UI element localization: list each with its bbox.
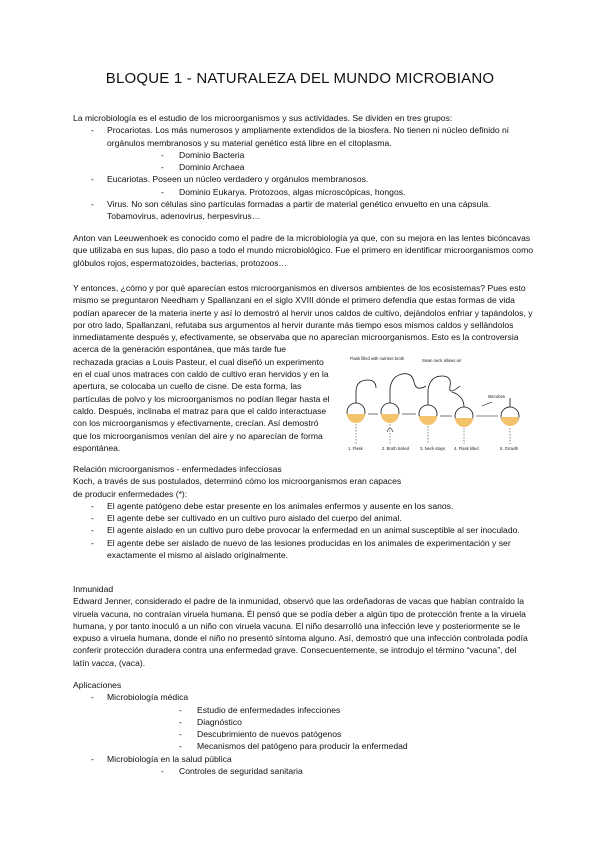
inmunidad-section [73, 583, 533, 669]
koch-section [73, 463, 533, 561]
figure-step-label: 5. Growth [500, 446, 519, 451]
intro-lead: La microbiología es el estudio de los microorganismos y sus actividades. Se dividen en tres grupos: [73, 113, 453, 123]
section-heading: Relación microorganismos - enfermedades infecciosas [73, 464, 282, 474]
list-item: - El agente debe ser aislado de nuevo de las lesiones producidas en los animales de experimentación y ser exactamente el mismo al aislado originalmente. [73, 537, 533, 562]
list-item: - Controles de seguridad sanitaria [107, 765, 533, 777]
figure-label: Swan neck allows air [422, 358, 462, 363]
figure-step-label: 2. Broth boiled [382, 446, 410, 451]
list-item: - Dominio Archaea [107, 161, 533, 173]
list-item: - Dominio Bacteria [107, 149, 533, 161]
pasteur-experiment-figure [342, 352, 532, 472]
list-item: - El agente patógeno debe estar presente en los animales enfermos y ausente en los sanos. [73, 500, 533, 512]
list-item: - Dominio Eukarya. Protozoos, algas microscópicas, hongos. [107, 186, 533, 198]
paragraph-narrow: rechazada gracias a Louis Pasteur, el cual diseñó un experimento en el cual unos matraces con caldo de cultivo eran hervidos y en la apertura, se colocaba un cuello de cisne. De esta forma, las partículas de polvo y los microorganismos no podían llegar hasta el caldo. Después, inclinaba el matraz para que el caldo interactuase con los microorganismos y efectivamente, crecían. Así demostró que los microorganismos venían del aire y no aparecían de forma espontánea. [73, 356, 330, 453]
section-heading: Aplicaciones [73, 680, 122, 690]
list-item: - Eucariotas. Poseen un núcleo verdadero y orgánulos membranosos. - Dominio Eukarya. Protozoos, algas microscópicas, hongos. [73, 173, 533, 198]
leeuwenhoek-paragraph: Anton van Leeuwenhoek es conocido como el padre de la microbiología ya que, con su mejora en las lentes bicóncavas que utilizaba en sus lupas, dio paso a todo el mundo microbiológico. Fue el primero en identificar microorganismos como glóbulos rojos, espermatozoides, bacterias, protozoos… [73, 233, 534, 268]
figure-step-label: 4. Flask tilted [454, 446, 479, 451]
list-item: - Diagnóstico [125, 716, 533, 728]
figure-step-label: 1. Flask [348, 446, 363, 451]
list-item: - Microbiología médica - Estudio de enfermedades infecciones - Diagnóstico - Descubrimiento de nuevos patógenos - Mecanismos del patógeno para producir la enfermedad [73, 691, 533, 752]
list-item: - Procariotas. Los más numerosos y ampliamente extendidos de la biosfera. No tienen ni núcleo definido ni orgánulos membranosos y su material genético está libre en el citoplasma. - Dominio Bacteria - Dominio Archaea [73, 124, 533, 173]
koch-lead: Koch, a través de sus postulados, determinó cómo los microorganismos eran capaces de producir enfermedades (*): [73, 476, 402, 499]
aplicaciones-section [73, 679, 533, 777]
list-item: - Mecanismos del patógeno para producir la enfermedad [125, 740, 533, 752]
list-item: - Descubrimiento de nuevos patógenos [125, 728, 533, 740]
list-item: - Virus. No son células sino partículas formadas a partir de material genético envuelto en una cápsula. Tobamovirus, adenovirus, herpesvirus… [73, 198, 533, 223]
intro-section [73, 112, 533, 223]
section-heading: Inmunidad [73, 584, 114, 594]
page-title: BLOQUE 1 - NATURALEZA DEL MUNDO MICROBIANO [105, 70, 495, 87]
list-item: - El agente aislado en un cultivo puro debe provocar la enfermedad en un animal susceptible al ser inoculado. [73, 524, 533, 536]
list-item: - Microbiología en la salud pública - Controles de seguridad sanitaria [73, 753, 533, 778]
figure-label: Flask filled with nutrient broth [350, 356, 405, 361]
figure-step-label: 3. Neck stays [420, 446, 446, 451]
figure-label: Microbes [488, 394, 505, 399]
list-item: - Estudio de enfermedades infecciones [125, 704, 533, 716]
paragraph-wide: Y entonces, ¿cómo y por qué aparecían estos microorganismos en diversos ambientes de los ecosistemas? Pues esto mismo se preguntaron Needham y Spallanzani en el siglo XVIII dónde el primero defendía que estas formas de vida podían aparecer de la materia inerte y así lo demostró al hervir unos caldos de cultivo, dejándolos enfriar y tapándolos, y por otro lado, Spallanzani, refutaba sus argumentos al hervir durante más tiempo esos mismos caldos y sellándolos inmediatamente después y, efectivamente, se observaba que no aparecían microorganismos. Esto es la controversia acerca de la generación espontánea, que más tarde fue [73, 283, 533, 355]
list-item: - El agente debe ser cultivado en un cultivo puro aislado del cuerpo del animal. [73, 512, 533, 524]
inmunidad-body: Edward Jenner, considerado el padre de la inmunidad, observó que las ordeñadoras de vacas que habían contraído la viruela vacuna, no contraían viruela humana. Él pensó que se podía deber a algún tipo de protección frente a la viruela humana, y por tanto inoculó a un niño con viruela vacuna. El niño desarrolló una infección leve y posteriormente se le expuso a viruela humana, donde el niño no presentó síntoma alguno. Así, demostró que una infección controlada podía conferir protección duradera contra una enfermedad grave. Consecuentemente, se introdujo el término “vacuna”, del latín vacca, (vaca). [73, 596, 528, 668]
